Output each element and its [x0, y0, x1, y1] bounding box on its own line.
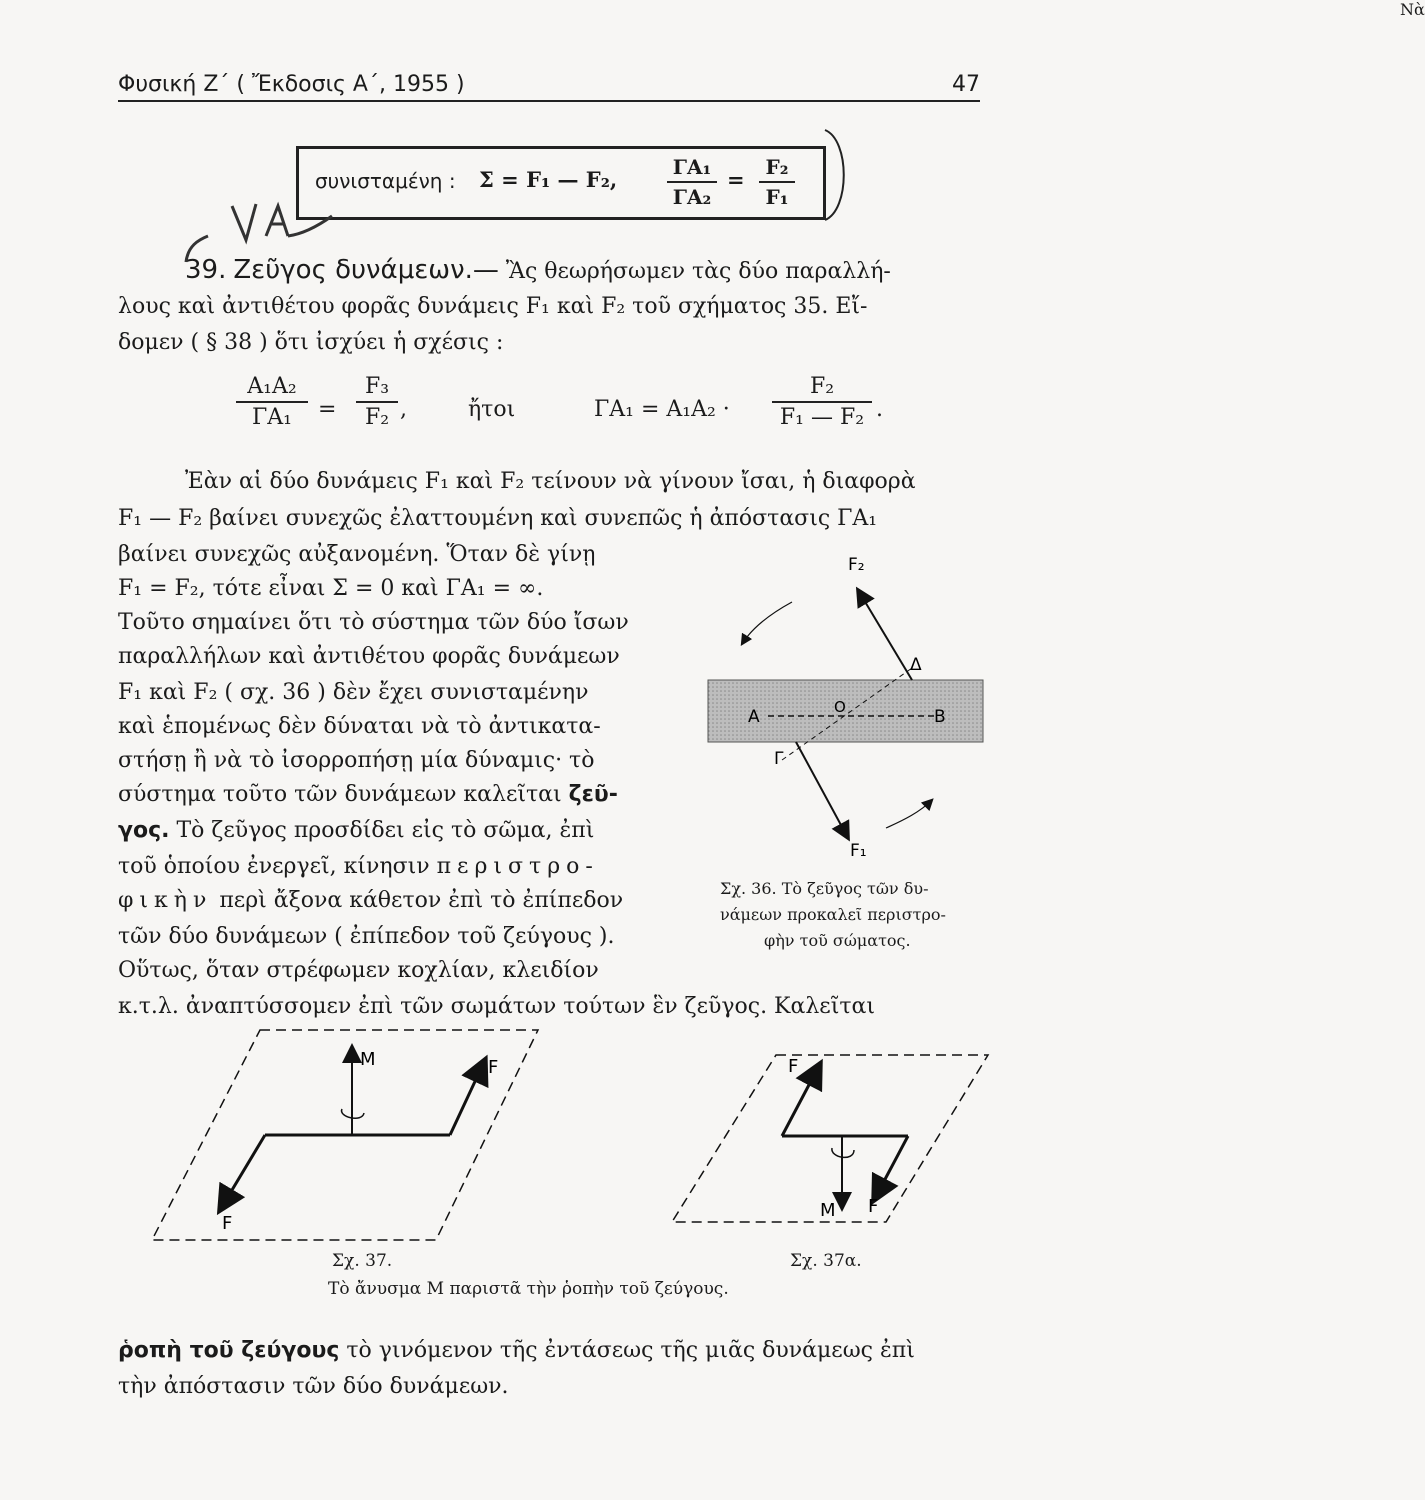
label-a: Α: [748, 707, 760, 727]
body-line-15: Οὕτως, ὅταν στρέφωμεν κοχλίαν, κλειδίον: [118, 958, 599, 983]
force-f-bottom: [220, 1135, 265, 1210]
header-rule: [118, 100, 980, 102]
label-f2: F₂: [848, 555, 865, 575]
running-header: Φυσική Ζ΄ ( Ἔκδοσις Α΄, 1955 ): [118, 72, 465, 97]
resultant-formula-box: [296, 146, 826, 220]
force-f-bottom: [874, 1136, 908, 1200]
rotation-arrow-top: [742, 602, 792, 644]
body-line-3: βαίνει συνεχῶς αὐξανομένη. Ὅταν δὲ γίνῃ: [118, 542, 596, 567]
definition-line-1: [118, 1334, 915, 1368]
fig37-caption: Σχ. 37.: [332, 1251, 393, 1271]
figure-37a: [670, 1050, 990, 1230]
sum-formula: Σ = F₁ — F₂,: [479, 167, 618, 192]
eq-equals: =: [318, 397, 337, 422]
body-line-12-text: τοῦ ὁποίου ἐνεργεῖ, κίνησιν: [118, 854, 430, 879]
fraction-bar: [772, 401, 872, 403]
body-line-13-text: περὶ ἄξονα κάθετον ἐπὶ τὸ ἐπίπεδον: [219, 888, 624, 913]
body-line-7: F₁ καὶ F₂ ( σχ. 36 ) δὲν ἔχει συνισταμένην: [118, 680, 589, 705]
eq-f3-num: F₂: [809, 374, 835, 399]
body-line-16: κ.τ.λ. ἀναπτύσσομεν ἐπὶ τῶν σωμάτων τούτων ἓν ζεῦγος. Καλεῖται: [118, 994, 875, 1019]
eq-fraction-2: [356, 374, 398, 430]
fig36-caption-1: Σχ. 36. Τὸ ζεῦγος τῶν δυ-: [720, 879, 929, 898]
label-b: Β: [934, 707, 946, 727]
label-f-bottom: F: [222, 1213, 233, 1234]
fraction-bar: [236, 401, 308, 403]
margin-note: Νὰ: [1400, 0, 1425, 19]
bold-term-zeugos-part: ζεῦ-: [568, 782, 618, 807]
definition-term: ῥοπὴ τοῦ ζεύγους: [118, 1338, 340, 1363]
body-line-5: Τοῦτο σημαίνει ὅτι τὸ σύστημα τῶν δύο ἴσων: [118, 610, 629, 635]
body-line-9: στήσῃ ἢ νὰ τὸ ἰσορροπήσῃ μία δύναμις· τὸ: [118, 748, 595, 773]
page-number: 47: [952, 72, 980, 97]
eq-fraction-1: [236, 374, 308, 430]
fig37a-caption: Σχ. 37α.: [790, 1251, 862, 1271]
eq-f1-num: Α₁Α₂: [247, 374, 297, 399]
ratio-ga-den: ΓΑ₂: [672, 185, 712, 209]
ratio-ga-num: ΓΑ₁: [672, 155, 712, 179]
section-text-3: δομεν ( § 38 ) ὅτι ἰσχύει ἡ σχέσις :: [118, 330, 504, 355]
ratio-f-den: F₁: [765, 185, 789, 209]
ratio-f: [759, 155, 795, 209]
body-line-1: Ἐὰν αἱ δύο δυνάμεις F₁ καὶ F₂ τείνουν νὰ γίνουν ἴσαι, ἡ διαφορὰ: [185, 469, 916, 494]
label-o: Ο: [834, 698, 846, 716]
figure-36: [700, 550, 1000, 880]
body-line-14: τῶν δύο δυνάμεων ( ἐπίπεδον τοῦ ζεύγους ).: [118, 924, 615, 949]
section-number: 39.: [185, 255, 227, 285]
body-line-10-text: σύστημα τοῦτο τῶν δυνάμεων καλεῖται: [118, 782, 562, 807]
definition-line-2: τὴν ἀπόστασιν τῶν δύο δυνάμεων.: [118, 1374, 509, 1399]
body-line-12: [118, 850, 599, 884]
label-f1: F₁: [850, 841, 867, 861]
eq-f2-num: F₃: [364, 374, 390, 399]
eq-comma: ,: [400, 397, 407, 422]
spaced-word-1: περιστρο-: [436, 854, 599, 879]
figures-common-caption: Τὸ ἄνυσμα Μ παριστᾶ τὴν ῥοπὴν τοῦ ζεύγους.: [328, 1279, 729, 1299]
eq-f3-den: F₁ — F₂: [779, 405, 865, 430]
bold-term-gos: γος.: [118, 818, 170, 843]
eq-period: .: [876, 397, 883, 422]
body-line-11-text: Τὸ ζεῦγος προσδίδει εἰς τὸ σῶμα, ἐπὶ: [176, 818, 595, 843]
body-line-11: [118, 814, 594, 848]
fig36-caption-3: φὴν τοῦ σώματος.: [764, 931, 911, 950]
ratio-ga: [667, 155, 717, 209]
force-f-top: [450, 1060, 485, 1135]
box-bracket-mark: [820, 120, 860, 230]
fraction-bar: [759, 181, 795, 183]
spaced-word-2: φικὴν: [118, 888, 213, 913]
section-text-1: Ἂς θεωρήσωμεν τὰς δύο παραλλή-: [505, 259, 891, 284]
label-f-top: F: [488, 1057, 499, 1078]
eq-f1-den: ΓΑ₁: [252, 405, 292, 430]
label-g: Γ: [774, 749, 784, 769]
plane-outline: [672, 1055, 988, 1222]
body-line-10: [118, 778, 618, 812]
fraction-bar: [356, 401, 398, 403]
section-heading-line: [185, 253, 891, 289]
body-line-6: παραλλήλων καὶ ἀντιθέτου φορᾶς δυνάμεων: [118, 644, 620, 669]
rotation-arrow-bottom: [886, 800, 932, 828]
force-f1-arrow: [796, 742, 848, 838]
definition-text-1: τὸ γινόμενον τῆς ἐντάσεως τῆς μιᾶς δυνάμεως ἐπὶ: [346, 1338, 915, 1363]
body-line-4: F₁ = F₂, τότε εἶναι Σ = 0 καὶ ΓΑ₁ = ∞.: [118, 576, 544, 601]
label-f-top: F: [788, 1056, 799, 1077]
formula-label: συνισταμένη :: [315, 169, 456, 193]
label-f-bottom: F: [868, 1196, 879, 1217]
eq-f2-den: F₂: [364, 405, 390, 430]
eq-htoi: ἤτοι: [468, 397, 516, 422]
eq-lhs: ΓΑ₁ = Α₁Α₂ ·: [594, 397, 730, 422]
ratio-f-num: F₂: [765, 155, 789, 179]
label-m: M: [360, 1049, 376, 1070]
fig36-caption-2: νάμεων προκαλεῖ περιστρο-: [720, 905, 946, 924]
section-title: Ζεῦγος δυνάμεων.—: [233, 255, 499, 285]
body-line-13: [118, 884, 623, 918]
body-line-8: καὶ ἑπομένως δὲν δύναται νὰ τὸ ἀντικατα-: [118, 714, 601, 739]
figure-37: [150, 1025, 550, 1245]
ratio-equals: =: [727, 167, 745, 192]
label-m: M: [820, 1200, 836, 1221]
section-text-2: λους καὶ ἀντιθέτου φορᾶς δυνάμεις F₁ καὶ F₂ τοῦ σχήματος 35. Εἴ-: [118, 294, 868, 319]
eq-fraction-3: [772, 374, 872, 430]
body-line-2: F₁ — F₂ βαίνει συνεχῶς ἐλαττουμένη καὶ συνεπῶς ἡ ἀπόστασις ΓΑ₁: [118, 506, 878, 531]
force-f2-arrow: [858, 590, 912, 680]
label-d: Δ: [910, 655, 922, 675]
fraction-bar: [667, 181, 717, 183]
